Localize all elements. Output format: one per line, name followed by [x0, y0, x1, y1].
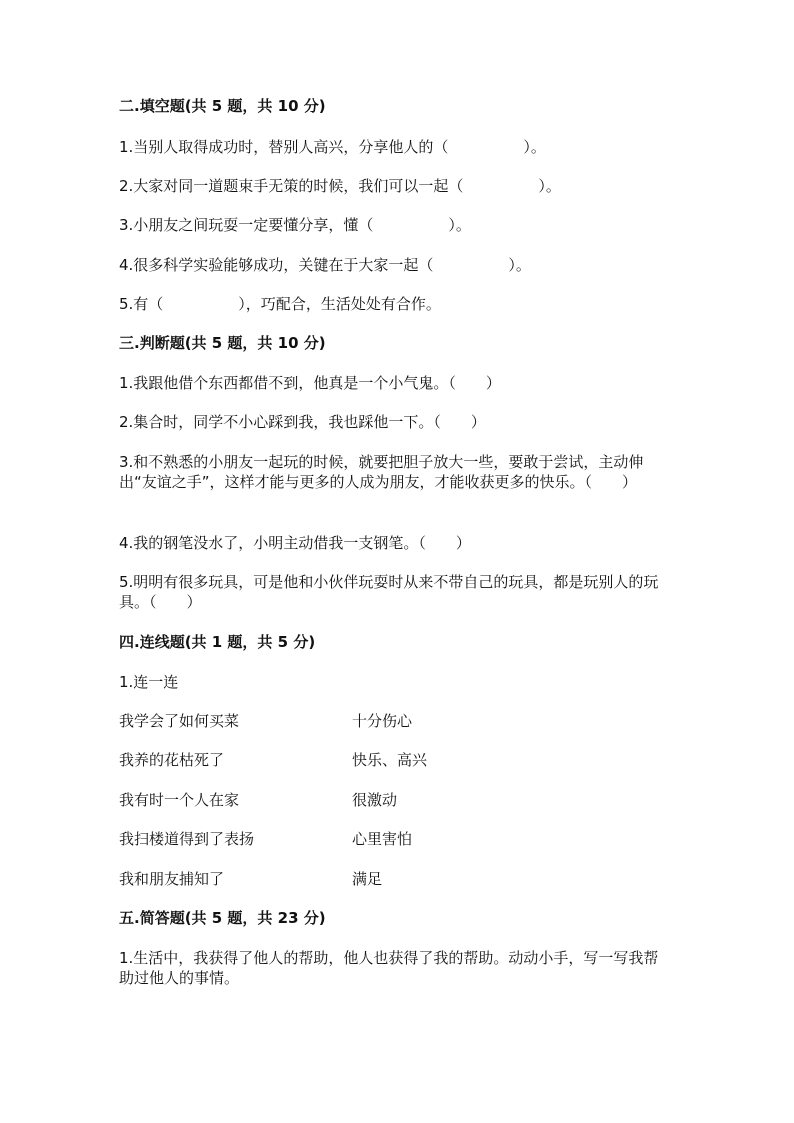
matching-right-item: 快乐、高兴	[352, 751, 428, 769]
matching-left-item: 我和朋友捕知了	[119, 870, 225, 888]
section-heading-fill-blank: 二.填空题(共 5 题，共 10 分)	[119, 97, 326, 115]
judgement-question-3: 3.和不熟悉的小朋友一起玩的时候，就要把胆子放大一些，要敢于尝试，主动伸出“友谊之手”，这样才能与更多的人成为朋友，才能收获更多的快乐。（ ）	[119, 453, 644, 491]
matching-left-item: 我有时一个人在家	[119, 791, 240, 809]
section-heading-matching: 四.连线题(共 1 题，共 5 分)	[119, 633, 316, 651]
matching-right-item: 十分伤心	[352, 712, 413, 730]
fill-blank-question-3: 3.小朋友之间玩耍一定要懂分享，懂（ ）。	[119, 216, 471, 234]
short-answer-question-1: 1.生活中，我获得了他人的帮助，他人也获得了我的帮助。动动小手，写一写我帮助过他人的事情。	[119, 949, 659, 987]
section-heading-judgement: 三.判断题(共 5 题，共 10 分)	[119, 334, 326, 352]
judgement-question-2: 2.集合时，同学不小心踩到我，我也踩他一下。（ ）	[119, 413, 486, 431]
fill-blank-question-2: 2.大家对同一道题束手无策的时候，我们可以一起（ ）。	[119, 177, 561, 195]
judgement-question-1: 1.我跟他借个东西都借不到，他真是一个小气鬼。（ ）	[119, 374, 501, 392]
matching-right-item: 心里害怕	[352, 830, 413, 848]
matching-right-item: 满足	[352, 870, 383, 888]
judgement-question-4: 4.我的钢笔没水了，小明主动借我一支钢笔。（ ）	[119, 534, 471, 552]
fill-blank-question-1: 1.当别人取得成功时，替别人高兴，分享他人的（ ）。	[119, 138, 546, 156]
judgement-question-5: 5.明明有很多玩具，可是他和小伙伴玩耍时从来不带自己的玩具，都是玩别人的玩具。（ ）	[119, 573, 659, 611]
matching-left-item: 我学会了如何买菜	[119, 712, 240, 730]
matching-left-item: 我养的花枯死了	[119, 751, 225, 769]
section-heading-short-answer: 五.简答题(共 5 题，共 23 分)	[119, 909, 326, 927]
fill-blank-question-5: 5.有（ ），巧配合，生活处处有合作。	[119, 295, 441, 313]
matching-left-item: 我扫楼道得到了表扬	[119, 830, 255, 848]
fill-blank-question-4: 4.很多科学实验能够成功，关键在于大家一起（ ）。	[119, 256, 531, 274]
matching-right-item: 很激动	[352, 791, 398, 809]
matching-question: 1.连一连	[119, 673, 179, 691]
